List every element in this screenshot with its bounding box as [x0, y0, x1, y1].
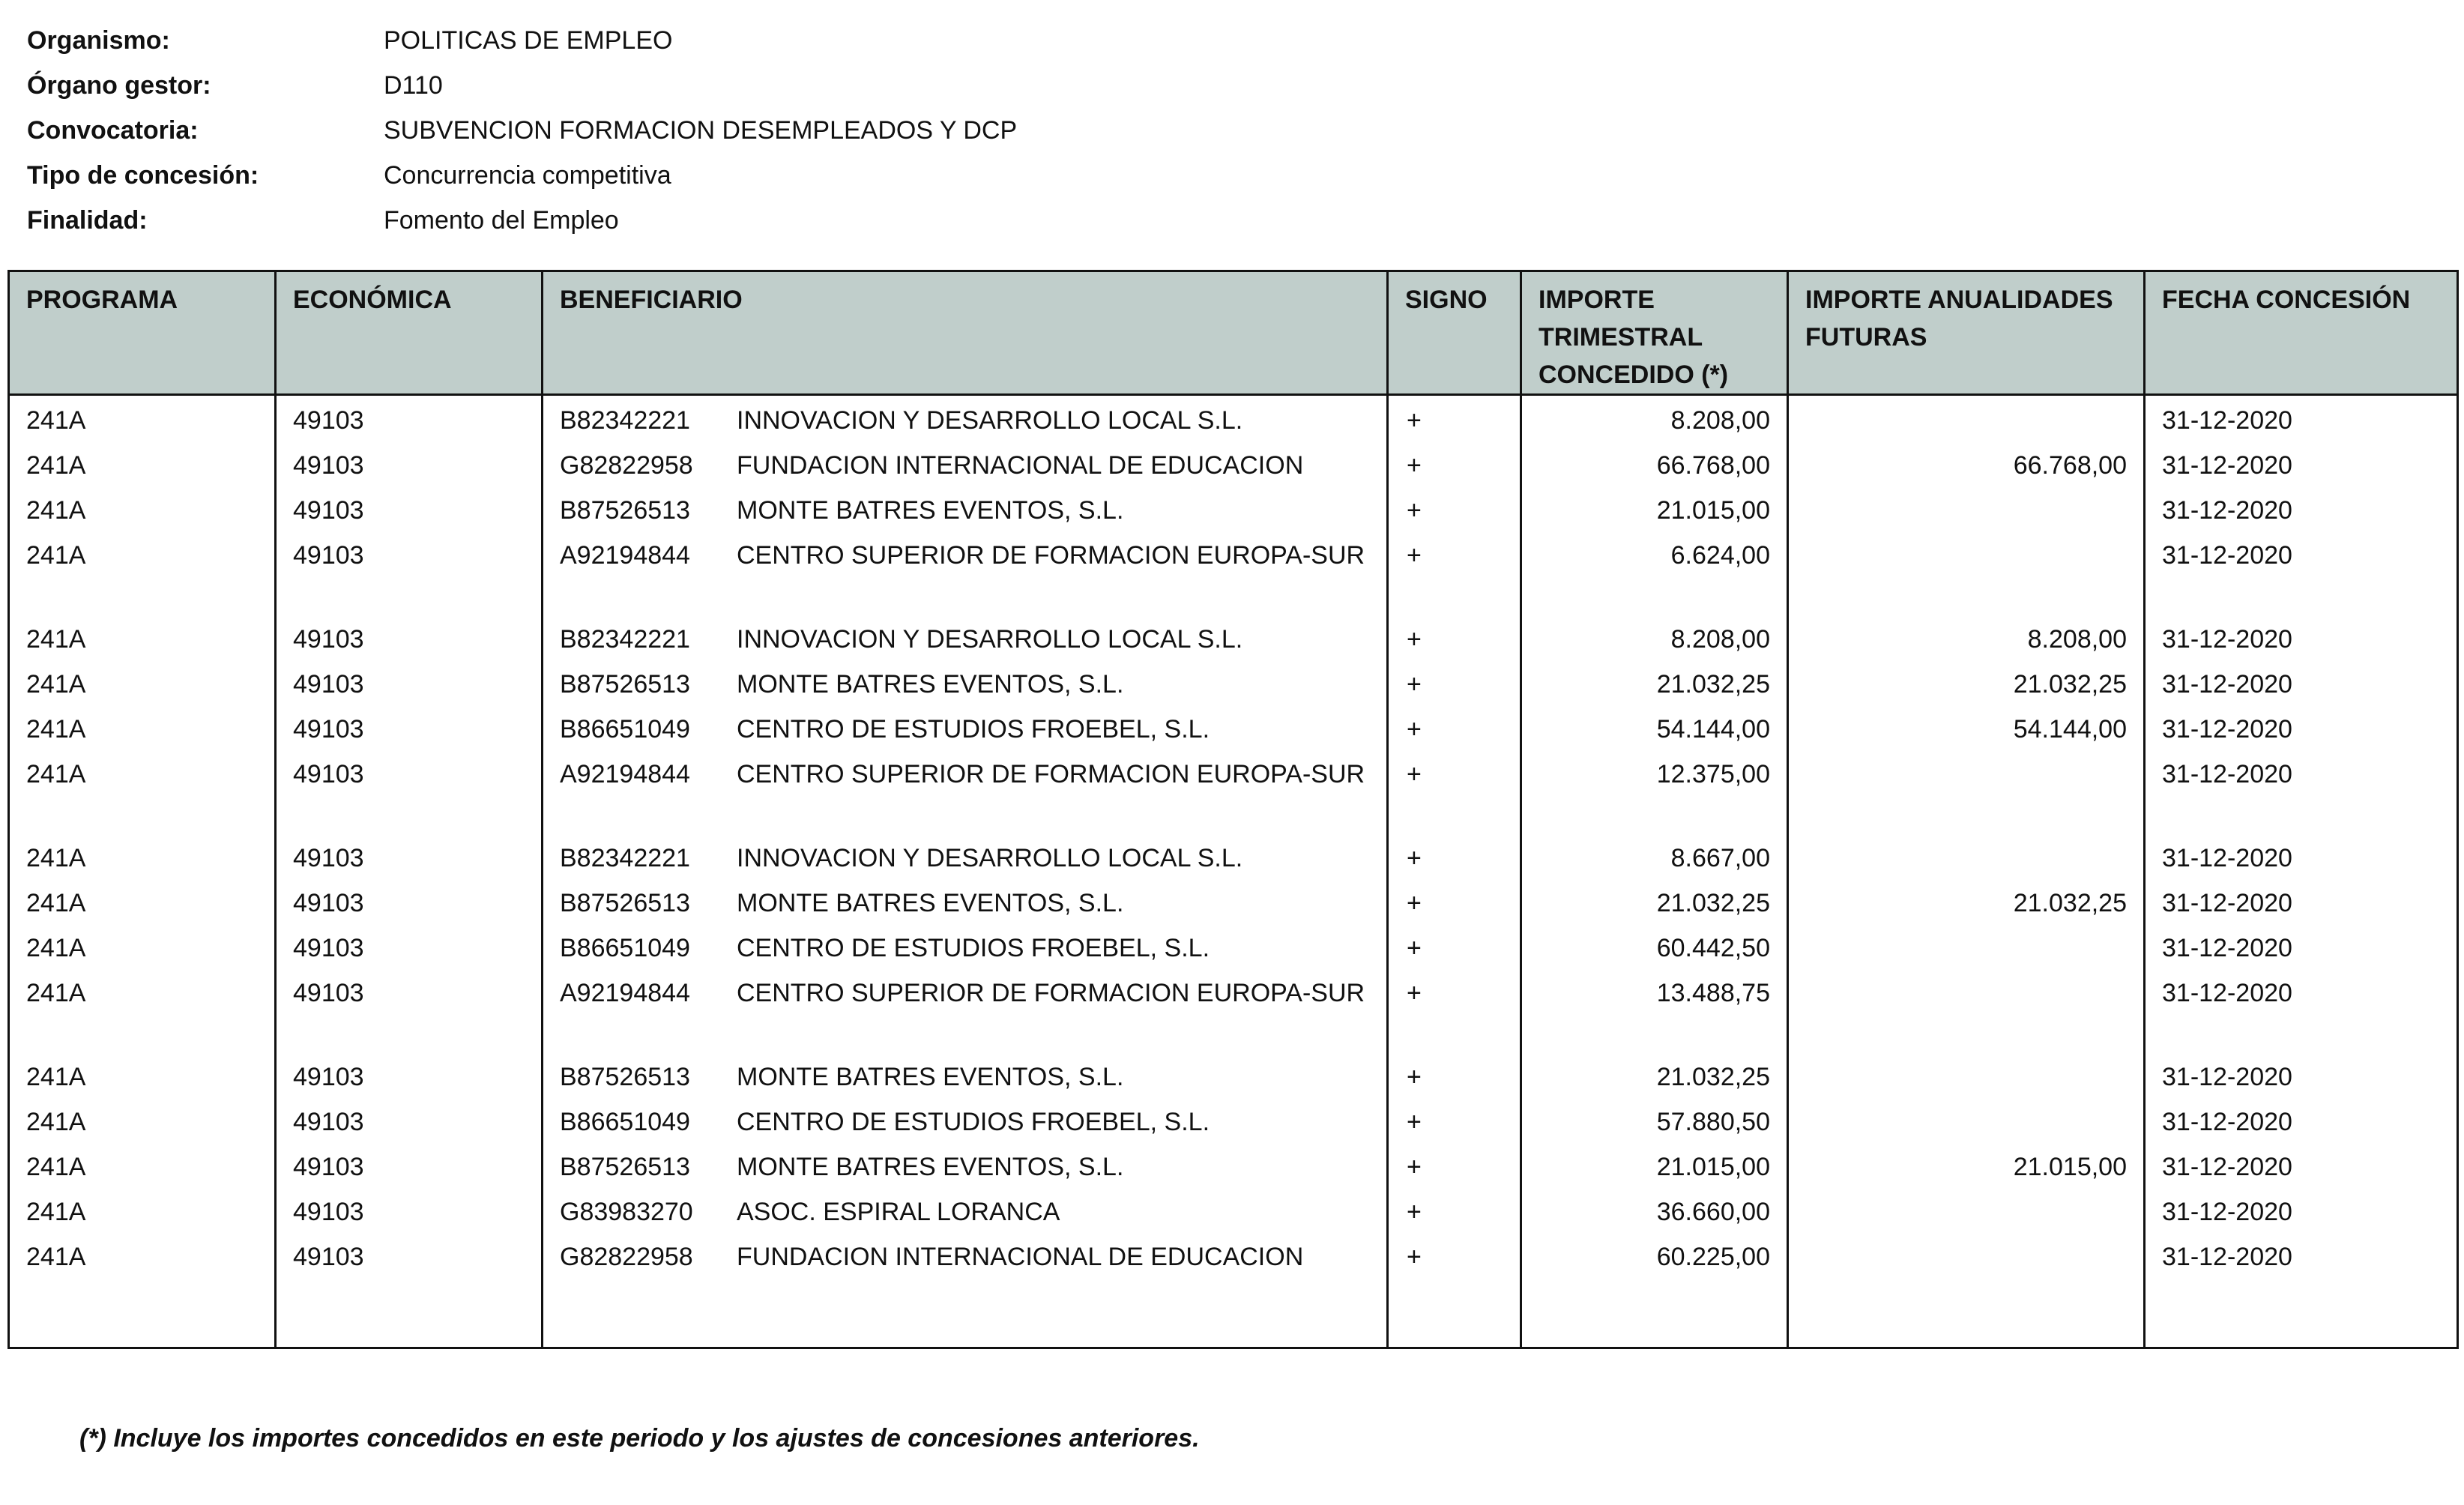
- cell-importe: 66.768,00: [1521, 441, 1788, 486]
- cell-importe: 6.624,00: [1521, 531, 1788, 615]
- cell-signo: +: [1388, 878, 1521, 923]
- cell-signo: +: [1388, 660, 1521, 705]
- cell-programa: 241A: [9, 660, 276, 705]
- table-row: [9, 833, 2458, 878]
- cell-fecha: 31-12-2020: [2145, 1142, 2458, 1187]
- col-header-importe-anualidades: IMPORTE ANUALIDADES FUTURAS: [1788, 271, 2145, 395]
- cell-signo: +: [1388, 1187, 1521, 1232]
- cell-programa: 241A: [9, 878, 276, 923]
- beneficiario-nif: B87526513: [560, 1153, 690, 1181]
- tipo-concesion-row: [27, 153, 1017, 198]
- cell-importe: 36.660,00: [1521, 1187, 1788, 1232]
- cell-fecha: 31-12-2020: [2145, 531, 2458, 615]
- cell-futuras: 66.768,00: [1788, 441, 2145, 486]
- cell-fecha: 31-12-2020: [2145, 1097, 2458, 1142]
- beneficiario-nombre: CENTRO SUPERIOR DE FORMACION EUROPA-SUR: [737, 979, 1365, 1007]
- cell-economica: 49103: [276, 968, 543, 1052]
- beneficiario-nombre: CENTRO SUPERIOR DE FORMACION EUROPA-SUR: [737, 760, 1365, 788]
- beneficiario-nombre: ASOC. ESPIRAL LORANCA: [737, 1198, 1060, 1226]
- beneficiario-nif: B87526513: [560, 889, 690, 917]
- beneficiario-nif: B86651049: [560, 715, 690, 744]
- cell-futuras: [1788, 1097, 2145, 1142]
- organismo-label: Organismo:: [27, 25, 170, 55]
- cell-programa: 241A: [9, 441, 276, 486]
- beneficiario-nif: A92194844: [560, 541, 690, 570]
- cell-economica: 49103: [276, 750, 543, 833]
- cell-futuras: [1788, 531, 2145, 615]
- cell-economica: 49103: [276, 1187, 543, 1232]
- beneficiario-nif: G82822958: [560, 1243, 693, 1271]
- beneficiario-nombre: INNOVACION Y DESARROLLO LOCAL S.L.: [737, 625, 1243, 654]
- cell-economica: 49103: [276, 833, 543, 878]
- cell-fecha: 31-12-2020: [2145, 1052, 2458, 1097]
- table-row: [9, 1232, 2458, 1277]
- cell-signo: +: [1388, 531, 1521, 615]
- cell-futuras: [1788, 1052, 2145, 1097]
- tipo-concesion-value: Concurrencia competitiva: [384, 160, 671, 190]
- cell-beneficiario: [543, 1097, 1388, 1142]
- table-row: [9, 615, 2458, 660]
- table-row: [9, 968, 2458, 1052]
- cell-beneficiario: [543, 968, 1388, 1052]
- cell-importe: 12.375,00: [1521, 750, 1788, 833]
- cell-beneficiario: [543, 1187, 1388, 1232]
- beneficiario-nombre: INNOVACION Y DESARROLLO LOCAL S.L.: [737, 844, 1243, 872]
- cell-programa: 241A: [9, 395, 276, 441]
- cell-fecha: 31-12-2020: [2145, 968, 2458, 1052]
- beneficiario-nif: A92194844: [560, 979, 690, 1007]
- cell-importe: 60.442,50: [1521, 923, 1788, 968]
- cell-signo: +: [1388, 1232, 1521, 1277]
- cell-importe: 13.488,75: [1521, 968, 1788, 1052]
- cell-programa: 241A: [9, 1052, 276, 1097]
- cell-importe: 54.144,00: [1521, 705, 1788, 750]
- beneficiario-nif: B87526513: [560, 670, 690, 699]
- beneficiario-nombre: CENTRO DE ESTUDIOS FROEBEL, S.L.: [737, 934, 1210, 962]
- table-row: [9, 486, 2458, 531]
- cell-importe: 57.880,50: [1521, 1097, 1788, 1142]
- cell-signo: +: [1388, 441, 1521, 486]
- beneficiario-nif: B87526513: [560, 1063, 690, 1091]
- convocatoria-value: SUBVENCION FORMACION DESEMPLEADOS Y DCP: [384, 115, 1018, 145]
- table-row: [9, 1097, 2458, 1142]
- cell-economica: 49103: [276, 1232, 543, 1277]
- table-row: [9, 395, 2458, 441]
- col-header-fecha: FECHA CONCESIÓN: [2145, 271, 2458, 395]
- cell-importe: 21.032,25: [1521, 1052, 1788, 1097]
- cell-futuras: [1788, 395, 2145, 441]
- cell-signo: +: [1388, 833, 1521, 878]
- beneficiario-nombre: MONTE BATRES EVENTOS, S.L.: [737, 889, 1124, 917]
- cell-economica: 49103: [276, 395, 543, 441]
- col-header-importe-trimestral: IMPORTE TRIMESTRAL CONCEDIDO (*): [1521, 271, 1788, 395]
- cell-economica: 49103: [276, 531, 543, 615]
- cell-beneficiario: [543, 531, 1388, 615]
- beneficiario-nombre: MONTE BATRES EVENTOS, S.L.: [737, 496, 1124, 525]
- cell-futuras: [1788, 486, 2145, 531]
- cell-programa: 241A: [9, 1187, 276, 1232]
- cell-beneficiario: [543, 1142, 1388, 1187]
- cell-economica: 49103: [276, 660, 543, 705]
- cell-beneficiario: [543, 923, 1388, 968]
- cell-signo: +: [1388, 1142, 1521, 1187]
- table-header-row: [9, 271, 2458, 395]
- beneficiario-nombre: MONTE BATRES EVENTOS, S.L.: [737, 1063, 1124, 1091]
- table-row: [9, 923, 2458, 968]
- beneficiario-nif: G83983270: [560, 1198, 693, 1226]
- beneficiario-nombre: MONTE BATRES EVENTOS, S.L.: [737, 1153, 1124, 1181]
- finalidad-value: Fomento del Empleo: [384, 205, 619, 235]
- beneficiario-nombre: FUNDACION INTERNACIONAL DE EDUCACION: [737, 1243, 1304, 1271]
- cell-signo: +: [1388, 750, 1521, 833]
- cell-beneficiario: [543, 395, 1388, 441]
- cell-futuras: 54.144,00: [1788, 705, 2145, 750]
- cell-signo: +: [1388, 486, 1521, 531]
- cell-economica: 49103: [276, 486, 543, 531]
- beneficiario-nif: A92194844: [560, 760, 690, 788]
- col-header-programa: PROGRAMA: [9, 271, 276, 395]
- cell-economica: 49103: [276, 878, 543, 923]
- cell-fecha: 31-12-2020: [2145, 660, 2458, 705]
- organo-gestor-row: [27, 63, 1017, 108]
- cell-futuras: [1788, 1232, 2145, 1277]
- cell-signo: +: [1388, 1052, 1521, 1097]
- cell-economica: 49103: [276, 1052, 543, 1097]
- cell-futuras: [1788, 968, 2145, 1052]
- cell-beneficiario: [543, 486, 1388, 531]
- cell-fecha: 31-12-2020: [2145, 395, 2458, 441]
- cell-futuras: [1788, 750, 2145, 833]
- grants-table: [7, 270, 2459, 1349]
- cell-signo: +: [1388, 968, 1521, 1052]
- beneficiario-nombre: CENTRO SUPERIOR DE FORMACION EUROPA-SUR: [737, 541, 1365, 570]
- cell-programa: 241A: [9, 833, 276, 878]
- table-row: [9, 750, 2458, 833]
- cell-importe: 21.015,00: [1521, 1142, 1788, 1187]
- cell-economica: 49103: [276, 705, 543, 750]
- cell-programa: 241A: [9, 486, 276, 531]
- cell-fecha: 31-12-2020: [2145, 615, 2458, 660]
- table-row: [9, 1052, 2458, 1097]
- cell-economica: 49103: [276, 441, 543, 486]
- table-row: [9, 441, 2458, 486]
- cell-beneficiario: [543, 1232, 1388, 1277]
- beneficiario-nif: B86651049: [560, 934, 690, 962]
- cell-beneficiario: [543, 750, 1388, 833]
- table-row: [9, 1187, 2458, 1232]
- cell-beneficiario: [543, 833, 1388, 878]
- cell-programa: 241A: [9, 1142, 276, 1187]
- cell-importe: 8.208,00: [1521, 395, 1788, 441]
- cell-economica: 49103: [276, 923, 543, 968]
- beneficiario-nif: B87526513: [560, 496, 690, 525]
- organismo-value: POLITICAS DE EMPLEO: [384, 25, 673, 55]
- beneficiario-nif: G82822958: [560, 451, 693, 480]
- cell-beneficiario: [543, 1052, 1388, 1097]
- beneficiario-nif: B82342221: [560, 406, 690, 435]
- table-row: [9, 878, 2458, 923]
- table-row: [9, 660, 2458, 705]
- beneficiario-nif: B86651049: [560, 1108, 690, 1136]
- organo-gestor-label: Órgano gestor:: [27, 70, 211, 100]
- finalidad-row: [27, 198, 1017, 243]
- cell-fecha: 31-12-2020: [2145, 1187, 2458, 1232]
- cell-beneficiario: [543, 878, 1388, 923]
- cell-programa: 241A: [9, 968, 276, 1052]
- cell-futuras: 21.015,00: [1788, 1142, 2145, 1187]
- cell-fecha: 31-12-2020: [2145, 750, 2458, 833]
- cell-economica: 49103: [276, 1097, 543, 1142]
- cell-signo: +: [1388, 923, 1521, 968]
- cell-futuras: [1788, 833, 2145, 878]
- cell-fecha: 31-12-2020: [2145, 705, 2458, 750]
- organo-gestor-value: D110: [384, 70, 443, 100]
- beneficiario-nombre: FUNDACION INTERNACIONAL DE EDUCACION: [737, 451, 1304, 480]
- cell-futuras: 21.032,25: [1788, 660, 2145, 705]
- cell-importe: 21.015,00: [1521, 486, 1788, 531]
- cell-beneficiario: [543, 705, 1388, 750]
- cell-programa: 241A: [9, 705, 276, 750]
- cell-fecha: 31-12-2020: [2145, 923, 2458, 968]
- cell-beneficiario: [543, 660, 1388, 705]
- cell-signo: +: [1388, 1097, 1521, 1142]
- cell-programa: 241A: [9, 923, 276, 968]
- cell-importe: 60.225,00: [1521, 1232, 1788, 1277]
- cell-fecha: 31-12-2020: [2145, 878, 2458, 923]
- cell-economica: 49103: [276, 615, 543, 660]
- cell-programa: 241A: [9, 1232, 276, 1277]
- cell-signo: +: [1388, 705, 1521, 750]
- col-header-beneficiario: BENEFICIARIO: [543, 271, 1388, 395]
- table-row: [9, 705, 2458, 750]
- table-row: [9, 531, 2458, 615]
- cell-programa: 241A: [9, 531, 276, 615]
- convocatoria-label: Convocatoria:: [27, 115, 199, 145]
- cell-futuras: 8.208,00: [1788, 615, 2145, 660]
- table-row: [9, 1142, 2458, 1187]
- cell-futuras: [1788, 923, 2145, 968]
- cell-importe: 21.032,25: [1521, 878, 1788, 923]
- col-header-signo: SIGNO: [1388, 271, 1521, 395]
- cell-fecha: 31-12-2020: [2145, 1232, 2458, 1277]
- document-header: [27, 18, 1017, 243]
- table-filler-row: [9, 1277, 2458, 1348]
- convocatoria-row: [27, 108, 1017, 153]
- beneficiario-nombre: CENTRO DE ESTUDIOS FROEBEL, S.L.: [737, 715, 1210, 744]
- cell-signo: +: [1388, 395, 1521, 441]
- cell-fecha: 31-12-2020: [2145, 441, 2458, 486]
- beneficiario-nombre: CENTRO DE ESTUDIOS FROEBEL, S.L.: [737, 1108, 1210, 1136]
- cell-signo: +: [1388, 615, 1521, 660]
- beneficiario-nif: B82342221: [560, 625, 690, 654]
- cell-futuras: [1788, 1187, 2145, 1232]
- organismo-row: [27, 18, 1017, 63]
- footnote: (*) Incluye los importes concedidos en este periodo y los ajustes de concesiones anteriores.: [79, 1424, 1200, 1453]
- beneficiario-nombre: INNOVACION Y DESARROLLO LOCAL S.L.: [737, 406, 1243, 435]
- beneficiario-nombre: MONTE BATRES EVENTOS, S.L.: [737, 670, 1124, 699]
- cell-beneficiario: [543, 615, 1388, 660]
- cell-economica: 49103: [276, 1142, 543, 1187]
- cell-futuras: 21.032,25: [1788, 878, 2145, 923]
- col-header-economica: ECONÓMICA: [276, 271, 543, 395]
- cell-importe: 8.667,00: [1521, 833, 1788, 878]
- finalidad-label: Finalidad:: [27, 205, 148, 235]
- cell-fecha: 31-12-2020: [2145, 833, 2458, 878]
- cell-importe: 8.208,00: [1521, 615, 1788, 660]
- tipo-concesion-label: Tipo de concesión:: [27, 160, 259, 190]
- cell-programa: 241A: [9, 615, 276, 660]
- cell-importe: 21.032,25: [1521, 660, 1788, 705]
- cell-programa: 241A: [9, 1097, 276, 1142]
- cell-programa: 241A: [9, 750, 276, 833]
- table-body: [9, 395, 2458, 1348]
- beneficiario-nif: B82342221: [560, 844, 690, 872]
- cell-beneficiario: [543, 441, 1388, 486]
- cell-fecha: 31-12-2020: [2145, 486, 2458, 531]
